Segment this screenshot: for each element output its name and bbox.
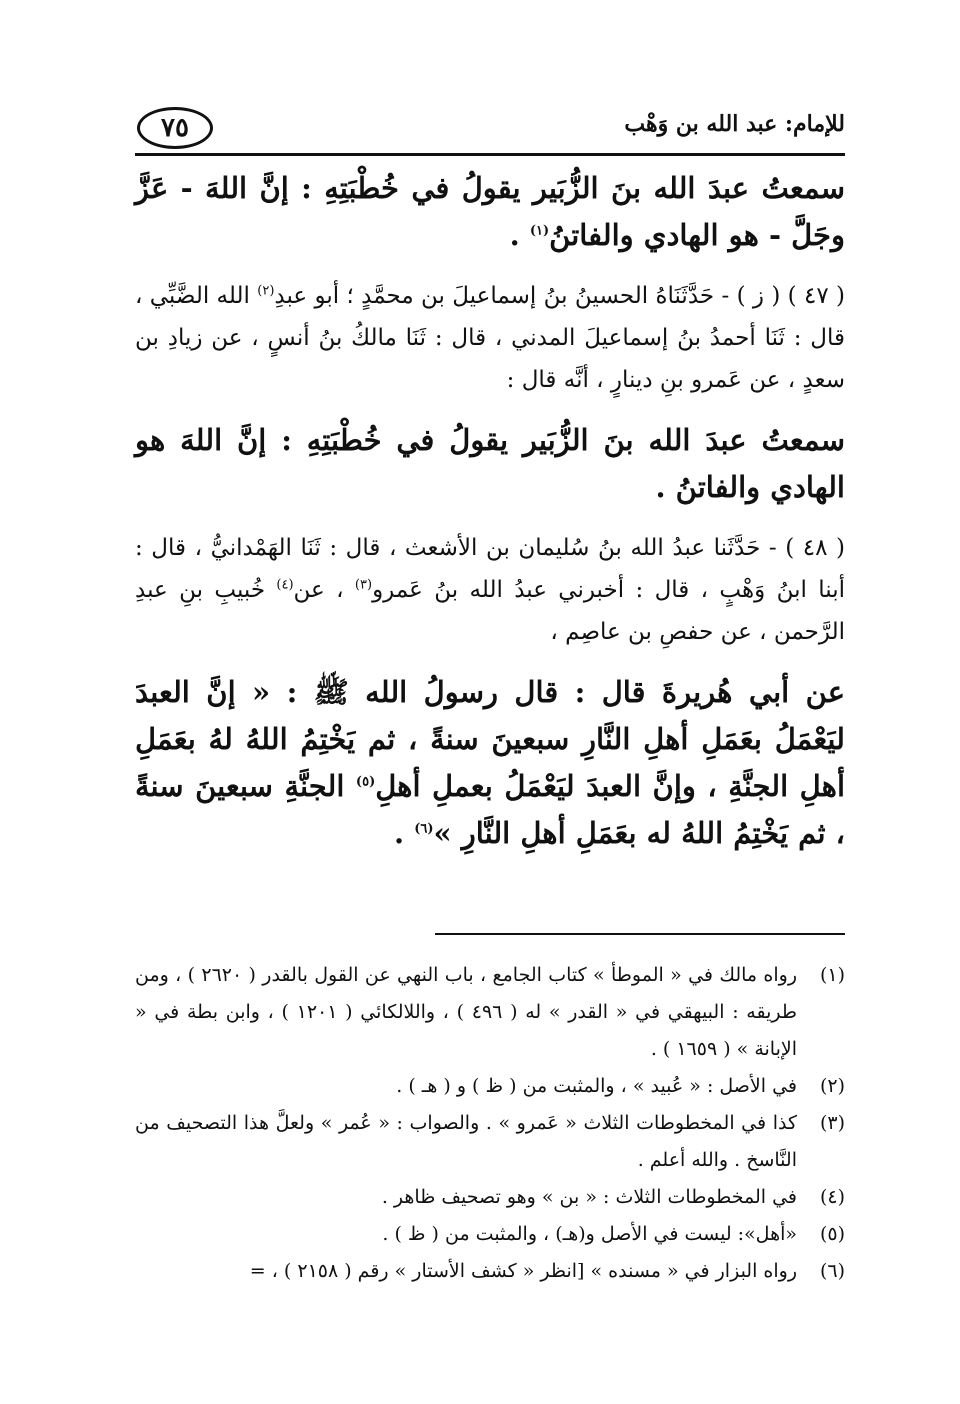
spacer — [135, 259, 845, 275]
hadith-text-end: . — [394, 816, 415, 850]
footnote-ref-1: (١) — [529, 223, 550, 239]
main-text — [135, 165, 845, 857]
footnote — [135, 1105, 845, 1179]
footnote-number: (٤) — [819, 1186, 845, 1208]
footnote — [135, 957, 845, 1068]
running-title: للإمام: عبد الله بن وَهْب — [624, 111, 845, 137]
footnote-text: «أهل»: ليست في الأصل و(هـ) ، والمثبت من ( ظ ) . — [382, 1223, 797, 1245]
quote-1-end: . — [509, 218, 530, 252]
header-rule — [135, 153, 845, 156]
hadith-text-rest: الجنَّةِ سبعينَ سنةً ، ثم يَخْتِمُ اللهُ له بعَمَلِ أهلِ النَّارِ » — [135, 769, 845, 850]
footnote-ref-3: (٣) — [354, 577, 373, 593]
page-number: ٧٥ — [137, 107, 213, 149]
hadith-text-start: عن أبي هُريرةَ قال : قال رسولُ الله ﷺ : « إنَّ العبدَ ليَعْمَلُ بعَمَلِ أهلِ النَّارِ سبعينَ سنةً ، ثم يَخْتِمُ اللهُ لهُ بعَمَلِ أهلِ الجنَّةِ ، وإنَّ العبدَ ليَعْمَلُ بعملِ أهلِ — [135, 675, 845, 803]
paragraph-hadith-47 — [135, 275, 845, 401]
spacer — [135, 653, 845, 669]
footnote-rule — [435, 933, 845, 935]
footnote-number: (٢) — [819, 1075, 845, 1097]
hadith-48-isnad-end: خُبيبِ بنِ عبدِ الرَّحمن ، عن حفصِ بن عاصِم ، — [135, 577, 845, 645]
footnote-ref-5: (٥) — [355, 774, 376, 790]
footnote-ref-6: (٦) — [414, 821, 434, 837]
paragraph-quote-1 — [135, 165, 845, 259]
hadith-47-isnad-rest: الله الضَّبِّي ، قال : ثَنَا أحمدُ بنُ إسماعيلَ المدني ، قال : ثَنَا مالكُ بنُ أنسٍ ، عن زيادِ بن سعدٍ ، عن عَمرو بنِ دينارٍ ، أنَّه قال : — [135, 283, 845, 393]
footnote-ref-4: (٤) — [276, 577, 294, 593]
paragraph-quote-2: سمعتُ عبدَ الله بنَ الزُّبَير يقولُ في خُطْبَتِهِ : إنَّ اللهَ هو الهادي والفاتنُ . — [135, 423, 845, 504]
hadith-48-isnad-start: ( ٤٨ ) - حَدَّثَنا عبدُ الله بنُ سُليمان بن الأشعث ، قال : ثَنَا الهَمْدانيُّ ، قال : أبنا ابنُ وَهْبٍ ، قال : أخبرني عبدُ الله بنُ عَمرو — [135, 535, 845, 603]
footnote-text: في المخطوطات الثلاث : « بن » وهو تصحيف ظاهر . — [381, 1186, 797, 1208]
footnote-ref-2: (٢) — [257, 283, 275, 299]
paragraph-hadith-text — [135, 669, 845, 857]
footnote-number: (٣) — [819, 1112, 845, 1134]
paragraph-hadith-48 — [135, 527, 845, 653]
footnote-number: (١) — [819, 964, 845, 986]
footnote — [135, 1068, 845, 1105]
hadith-48-isnad-mid: ، عن — [293, 577, 355, 603]
footnotes — [135, 957, 845, 1290]
footnote — [135, 1216, 845, 1253]
footnote — [135, 1253, 845, 1290]
footnote-number: (٥) — [819, 1223, 845, 1245]
spacer — [135, 511, 845, 527]
quote-1-text: سمعتُ عبدَ الله بنَ الزُّبَير يقولُ في خُطْبَتِهِ : إنَّ اللهَ - عَزَّ وجَلَّ - هو الهادي والفاتنُ — [135, 171, 845, 252]
footnote-number: (٦) — [819, 1260, 845, 1282]
footnote-text: رواه البزار في « مسنده » [انظر « كشف الأستار » رقم ( ٢١٥٨ ) ، = — [249, 1260, 797, 1282]
footnote-text: كذا في المخطوطات الثلاث « عَمرو » . والصواب : « عُمر » ولعلَّ هذا التصحيف من النَّاسخ . والله أعلم . — [135, 1112, 797, 1171]
footnote — [135, 1179, 845, 1216]
hadith-47-isnad-start: ( ٤٧ ) ( ز ) - حَدَّثَنَاهُ الحسينُ بنُ إسماعيلَ بن محمَّدٍ ؛ أبو عبدِ — [274, 283, 845, 309]
footnote-text: في الأصل : « عُبيد » ، والمثبت من ( ظ ) و ( هـ ) . — [396, 1075, 797, 1097]
page-header — [135, 95, 845, 155]
spacer — [135, 401, 845, 417]
footnote-text: رواه مالك في « الموطأ » كتاب الجامع ، باب النهي عن القول بالقدر ( ٢٦٢٠ ) ، ومن طريقه : البيهقي في « القدر » له ( ٤٩٦ ) ، واللالكائي ( ١٢٠١ ) ، وابن بطة في « الإبانة » ( ١٦٥٩ ) . — [135, 964, 798, 1060]
